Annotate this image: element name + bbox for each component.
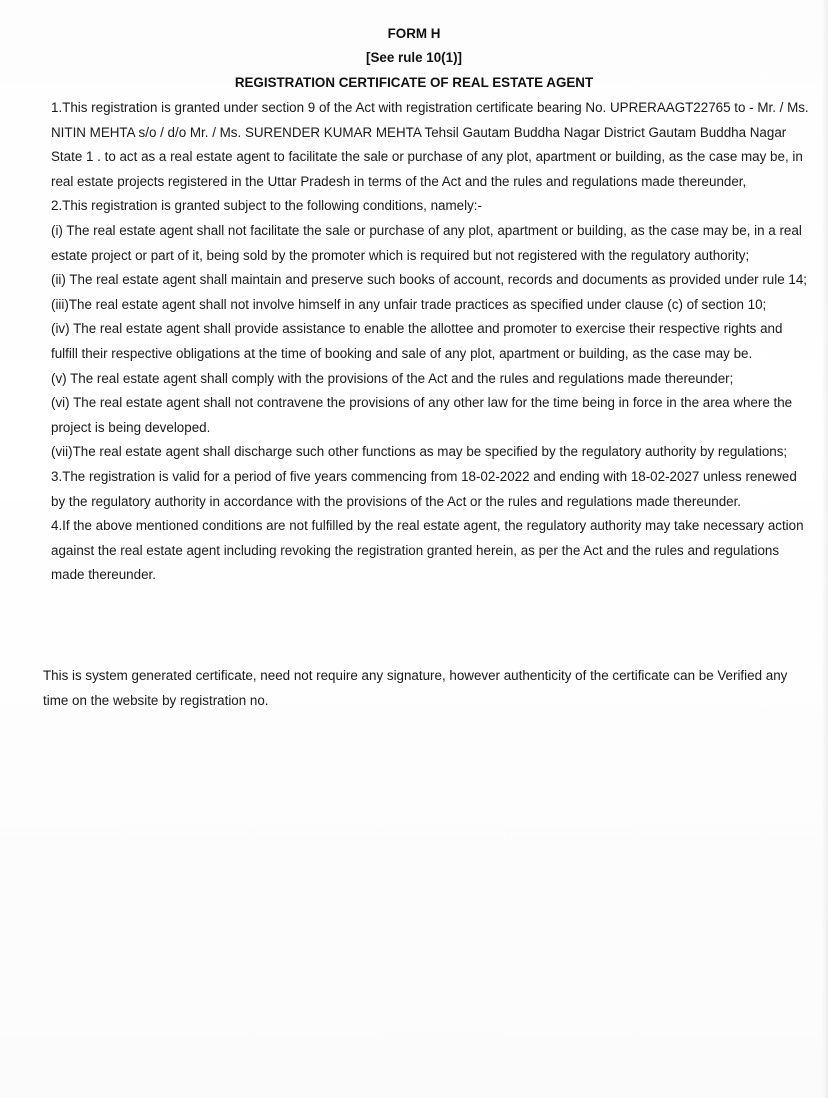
clause-4-revocation: 4.If the above mentioned conditions are not fulfilled by the real estate agent, the regulatory authority may take necessary action against the real estate agent including revoking the registration granted herein, as per the Act and the rules and regulations made thereunder.	[51, 518, 804, 583]
condition-i: (i) The real estate agent shall not facilitate the sale or purchase of any plot, apartment or building, as the case may be, in a real estate project or part of it, being sold by the promoter which is required but not registered with the regulatory authority;	[51, 222, 802, 263]
system-generated-note: This is system generated certificate, need not require any signature, however authenticity of the certificate can be Verified any time on the website by registration no.	[43, 668, 788, 708]
certificate-body	[51, 96, 811, 588]
form-title: FORM H	[387, 26, 441, 41]
condition-iii: (iii)The real estate agent shall not involve himself in any unfair trade practices as specified under clause (c) of section 10;	[51, 296, 767, 312]
condition-vii: (vii)The real estate agent shall discharge such other functions as may be specified by the regulatory authority by regulations;	[51, 444, 788, 460]
condition-ii: (ii) The real estate agent shall maintain and preserve such books of account, records and documents as provided under rule 14;	[51, 272, 808, 288]
clause-3-validity: 3.The registration is valid for a period of five years commencing from 18-02-2022 and ending with 18-02-2027 unless renewed by the regulatory authority in accordance with the provisions of the Act or the rules and regulations made thereunder.	[51, 468, 797, 509]
page-edge-shadow	[822, 0, 828, 1098]
clause-2-conditions: 2.This registration is granted subject to the following conditions, namely:-	[51, 198, 482, 214]
rule-reference: [See rule 10(1)]	[365, 50, 462, 65]
certificate-title: REGISTRATION CERTIFICATE OF REAL ESTATE AGENT	[234, 75, 594, 90]
clause-1-grant: 1.This registration is granted under section 9 of the Act with registration certificate bearing No. UPRERAAGT22765 to - Mr. / Ms. NITIN MEHTA s/o / d/o Mr. / Ms. SURENDER KUMAR MEHTA Tehsil Gautam Buddha Nagar District Gautam Buddha Nagar State 1 . to act as a real estate agent to facilitate the sale or purchase of any plot, apartment or building, as the case may be, in real estate projects registered in the Uttar Pradesh in terms of the Act and the rules and regulations made thereunder,	[51, 100, 809, 189]
condition-vi: (vi) The real estate agent shall not contravene the provisions of any other law for the time being in force in the area where the project is being developed.	[51, 395, 793, 435]
condition-v: (v) The real estate agent shall comply with the provisions of the Act and the rules and regulations made thereunder;	[51, 370, 734, 386]
condition-iv: (iv) The real estate agent shall provide assistance to enable the allottee and promoter to exercise their respective rights and fulfill their respective obligations at the time of booking and sale of any plot, apartment or building, as the case may be.	[51, 321, 783, 361]
